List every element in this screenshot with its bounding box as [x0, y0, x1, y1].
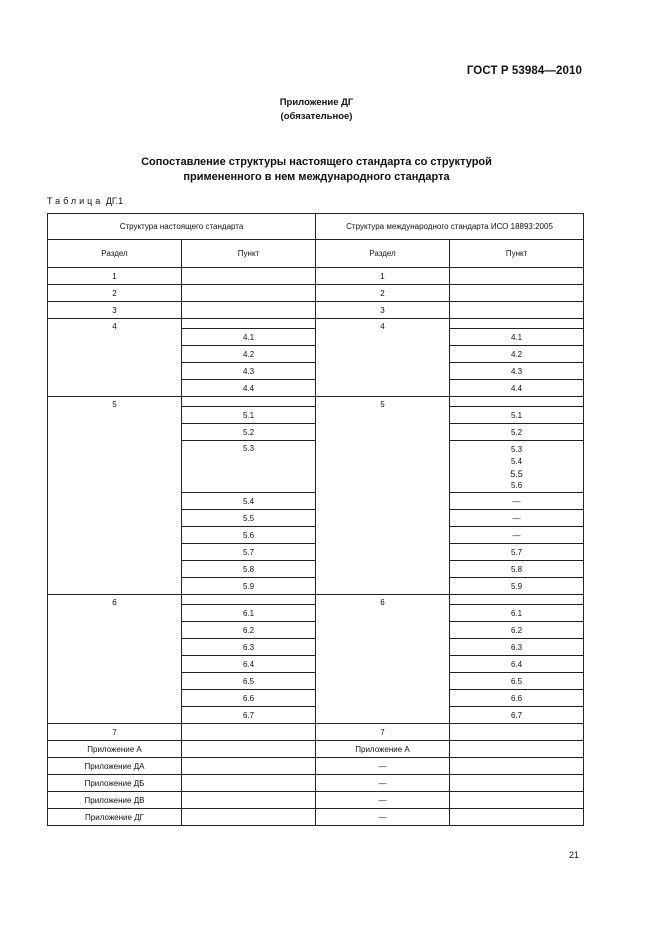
left-appendix-cell: Приложение ДВ	[48, 792, 182, 809]
right-item-cell	[450, 809, 584, 826]
left-item-cell: 6.7	[182, 707, 316, 724]
left-appendix-cell: Приложение ДБ	[48, 775, 182, 792]
left-item-cell	[182, 397, 316, 407]
left-section-cell: 7	[48, 724, 182, 741]
left-section-cell: 2	[48, 285, 182, 302]
appendix-status: (обязательное)	[280, 111, 353, 122]
table-row	[48, 595, 584, 605]
left-item-cell: 5.4	[182, 493, 316, 510]
left-appendix-cell: Приложение ДГ	[48, 809, 182, 826]
table-label-number: ДГ.1	[105, 196, 124, 206]
right-item-cell-dash: —	[450, 493, 584, 510]
header-right-item: Пункт	[450, 240, 584, 268]
right-item-cell	[450, 792, 584, 809]
left-item-cell: 4.3	[182, 363, 316, 380]
right-item-cell	[450, 775, 584, 792]
appendix-title: Приложение ДГ	[279, 97, 354, 108]
left-item-cell: 4.4	[182, 380, 316, 397]
standard-id: ГОСТ Р 53984—2010	[466, 65, 582, 77]
left-section-cell: 5	[48, 397, 182, 595]
right-item-cell: 6.4	[450, 656, 584, 673]
left-item-cell: 6.5	[182, 673, 316, 690]
right-item-cell: 5.2	[450, 424, 584, 441]
appendix-heading	[0, 96, 633, 124]
left-item-cell	[182, 319, 316, 329]
page-number: 21	[568, 850, 579, 860]
section-title-line2: примененного в нем международного стандарта	[183, 171, 450, 183]
right-item-cell	[450, 302, 584, 319]
left-item-cell: 4.2	[182, 346, 316, 363]
right-item-line: 5.3	[510, 445, 523, 454]
left-item-cell	[182, 285, 316, 302]
right-item-cell	[450, 741, 584, 758]
left-section-cell: 4	[48, 319, 182, 397]
right-item-line: 5.6	[510, 481, 523, 490]
right-appendix-cell-dash: —	[316, 775, 450, 792]
right-item-cell	[450, 595, 584, 605]
left-appendix-cell: Приложение ДА	[48, 758, 182, 775]
right-item-cell	[450, 397, 584, 407]
right-item-cell: 5.8	[450, 561, 584, 578]
right-section-cell: 6	[316, 595, 450, 724]
header-right-group: Структура международного стандарта ИСО 18893:2005	[316, 214, 584, 240]
left-item-cell: 6.4	[182, 656, 316, 673]
left-item-cell: 5.9	[182, 578, 316, 595]
left-item-cell: 5.2	[182, 424, 316, 441]
left-section-cell: 1	[48, 268, 182, 285]
right-item-cell: 5.9	[450, 578, 584, 595]
right-item-cell	[450, 285, 584, 302]
left-item-cell	[182, 775, 316, 792]
right-section-cell: 1	[316, 268, 450, 285]
right-item-cell	[450, 319, 584, 329]
right-item-cell: 5.1	[450, 407, 584, 424]
table-row	[48, 285, 584, 302]
left-item-cell: 5.8	[182, 561, 316, 578]
header-left-item: Пункт	[182, 240, 316, 268]
right-appendix-cell-dash: —	[316, 758, 450, 775]
comparison-table	[47, 213, 584, 826]
left-item-cell: 4.1	[182, 329, 316, 346]
left-item-cell: 6.3	[182, 639, 316, 656]
right-appendix-cell-dash: —	[316, 792, 450, 809]
right-item-cell: 4.4	[450, 380, 584, 397]
right-item-cell: 5.7	[450, 544, 584, 561]
table-subheader-row	[48, 240, 584, 268]
right-item-cell-merged	[450, 441, 584, 493]
left-item-cell	[182, 268, 316, 285]
right-item-line: 5.5	[510, 469, 523, 479]
right-item-cell: 6.3	[450, 639, 584, 656]
right-section-cell: 4	[316, 319, 450, 397]
left-item-cell	[182, 724, 316, 741]
section-title	[0, 155, 633, 185]
header-left-group: Структура настоящего стандарта	[48, 214, 316, 240]
left-item-cell: 5.5	[182, 510, 316, 527]
right-item-cell	[450, 268, 584, 285]
table-row	[48, 792, 584, 809]
right-section-cell: 2	[316, 285, 450, 302]
table-header-row	[48, 214, 584, 240]
table-row	[48, 397, 584, 407]
right-item-cell: 6.7	[450, 707, 584, 724]
left-section-cell: 6	[48, 595, 182, 724]
left-section-cell: 3	[48, 302, 182, 319]
right-section-cell: 7	[316, 724, 450, 741]
header-right-section: Раздел	[316, 240, 450, 268]
left-item-cell	[182, 809, 316, 826]
header-left-section: Раздел	[48, 240, 182, 268]
left-item-cell: 6.1	[182, 605, 316, 622]
left-item-cell	[182, 758, 316, 775]
left-item-cell: 5.3	[182, 441, 316, 493]
left-item-cell	[182, 741, 316, 758]
table-row	[48, 268, 584, 285]
table-row	[48, 319, 584, 329]
right-item-cell: 4.1	[450, 329, 584, 346]
table-row	[48, 809, 584, 826]
right-item-cell-dash: —	[450, 527, 584, 544]
left-item-cell: 5.7	[182, 544, 316, 561]
left-item-cell: 6.2	[182, 622, 316, 639]
left-item-cell: 6.6	[182, 690, 316, 707]
left-item-cell: 5.6	[182, 527, 316, 544]
right-appendix-cell-dash: —	[316, 809, 450, 826]
right-item-cell	[450, 724, 584, 741]
left-appendix-cell: Приложение А	[48, 741, 182, 758]
right-item-cell	[450, 758, 584, 775]
table-row	[48, 775, 584, 792]
table-row	[48, 758, 584, 775]
left-item-cell	[182, 302, 316, 319]
right-item-cell: 6.2	[450, 622, 584, 639]
right-item-cell: 4.3	[450, 363, 584, 380]
left-item-cell	[182, 595, 316, 605]
right-appendix-cell: Приложение А	[316, 741, 450, 758]
left-item-cell: 5.1	[182, 407, 316, 424]
right-item-cell: 6.6	[450, 690, 584, 707]
right-item-cell: 6.5	[450, 673, 584, 690]
table-label	[47, 196, 123, 206]
table-label-word: Таблица	[47, 196, 104, 206]
right-item-cell: 6.1	[450, 605, 584, 622]
left-item-cell	[182, 792, 316, 809]
right-item-cell: 4.2	[450, 346, 584, 363]
right-item-line: 5.4	[510, 457, 523, 466]
section-title-line1: Сопоставление структуры настоящего стандарта со структурой	[141, 156, 492, 168]
right-section-cell: 5	[316, 397, 450, 595]
table-row	[48, 724, 584, 741]
right-section-cell: 3	[316, 302, 450, 319]
table-row	[48, 302, 584, 319]
right-item-cell-dash: —	[450, 510, 584, 527]
table-row	[48, 741, 584, 758]
